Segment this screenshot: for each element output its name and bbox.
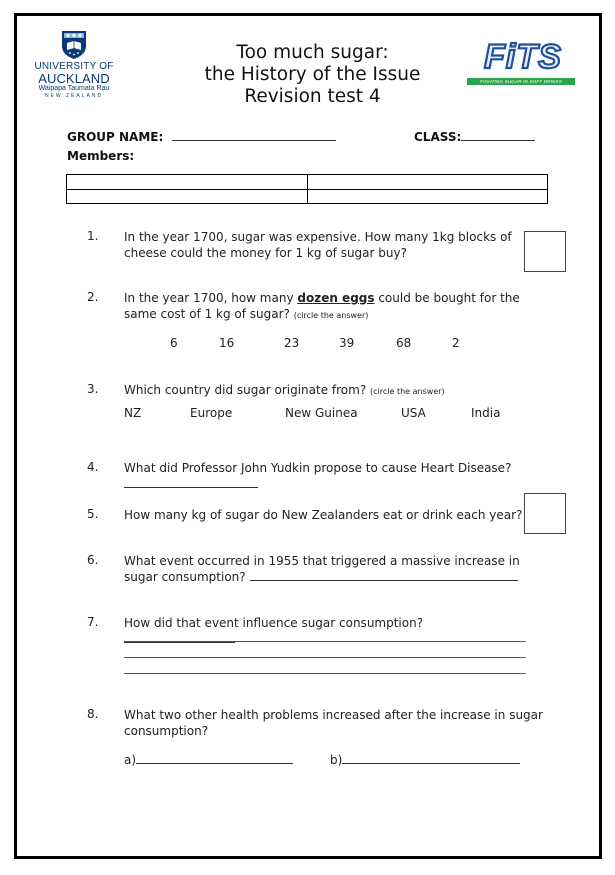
question-7-answer-line-3[interactable] [124,657,526,658]
question-2-number: 2. [87,290,99,304]
question-6-line-1: What event occurred in 1955 that triggered a massive increase in [124,554,520,568]
question-5-answer-box[interactable] [524,493,566,534]
question-1-answer-box[interactable] [524,231,566,272]
question-1-number: 1. [87,229,99,243]
uoa-line-new-zealand: NEW ZEALAND [44,92,104,99]
question-8-answer-a-line[interactable] [136,752,293,764]
fits-logo [463,36,583,88]
member-cell-4[interactable] [308,189,548,204]
question-6-line-2: sugar consumption? [124,569,534,585]
members-row [67,175,548,190]
question-3-option-new-guinea[interactable]: New Guinea [285,406,358,420]
fits-tagline: FIGHTING SUGAR IN SOFT DRINKS [467,78,575,85]
question-6-number: 6. [87,553,99,567]
question-5-text: How many kg of sugar do New Zealanders eat or drink each year? [124,508,523,522]
question-3-option-europe[interactable]: Europe [190,406,233,420]
members-label: Members: [67,149,135,163]
uoa-line-auckland: AUCKLAND [38,71,110,86]
title-line-2: the History of the Issue [204,64,421,85]
member-cell-1[interactable] [67,175,308,190]
question-7-answer-line-4[interactable] [124,673,526,674]
class-field[interactable] [461,128,535,141]
question-2-option-68[interactable]: 68 [396,336,412,350]
question-7-number: 7. [87,615,99,629]
fits-wordmark-icon [463,36,583,78]
question-8-line-1: What two other health problems increased after the increase in sugar [124,708,543,722]
question-5-number: 5. [87,507,99,521]
group-name-row [67,126,336,145]
question-2-option-16[interactable]: 16 [219,336,235,350]
question-1-text [124,229,519,261]
question-2-text [124,290,524,324]
uoa-line-university-of: UNIVERSITY OF [34,61,114,72]
question-2-option-23[interactable]: 23 [284,336,300,350]
question-3-option-nz[interactable]: NZ [124,406,142,420]
question-8-answer-a: a) [124,752,293,768]
class-row [414,126,535,145]
class-label: CLASS: [414,130,462,144]
question-2-option-6[interactable]: 6 [170,336,178,350]
question-4-number: 4. [87,460,99,474]
university-of-auckland-logo [34,30,114,102]
question-3-option-india[interactable]: India [471,406,501,420]
question-2-option-2[interactable]: 2 [452,336,460,350]
question-2-line-1: In the year 1700, how many dozen eggs could be bought for the [124,291,520,305]
question-7-text: How did that event influence sugar consumption? [124,615,534,647]
question-3-number: 3. [87,382,99,396]
question-1-line-1: In the year 1700, sugar was expensive. How many 1kg blocks of [124,230,512,244]
question-4-text: What did Professor John Yudkin propose to cause Heart Disease? [124,461,512,475]
question-3-option-usa[interactable]: USA [401,406,426,420]
group-name-label: GROUP NAME: [67,130,164,144]
question-2-line-2: same cost of 1 kg of sugar? (circle the answer) [124,307,369,321]
question-8-answer-b: b) [330,752,520,768]
question-6-answer-line[interactable] [250,569,518,581]
question-2-note: (circle the answer) [293,311,369,320]
shield-crest-icon [61,30,87,60]
question-4-answer-line[interactable] [124,476,258,488]
question-3-text: Which country did sugar originate from? (circle the answer) [124,383,445,397]
question-8-answer-b-line[interactable] [342,752,520,764]
question-7-answer-line-2[interactable] [124,641,526,642]
uoa-line-maori-name: Waipapa Taumata Rau [38,85,110,92]
question-8-number: 8. [87,707,99,721]
members-table [66,174,548,204]
question-8-text [124,707,544,739]
title-line-1: Too much sugar: [236,42,389,63]
question-8-line-2: consumption? [124,724,209,738]
group-name-field[interactable] [172,128,336,141]
members-row [67,189,548,204]
member-cell-2[interactable] [308,175,548,190]
member-cell-3[interactable] [67,189,308,204]
svg-text:FiTS: FiTS [484,38,562,76]
question-6-text [124,553,534,585]
page-title [185,42,440,108]
emphasis-dozen-eggs: dozen eggs [297,291,375,305]
question-1-line-2: cheese could the money for 1 kg of sugar buy? [124,246,407,260]
title-line-3: Revision test 4 [244,86,381,107]
question-2-option-39[interactable]: 39 [339,336,355,350]
question-3-note: (circle the answer) [370,387,445,396]
